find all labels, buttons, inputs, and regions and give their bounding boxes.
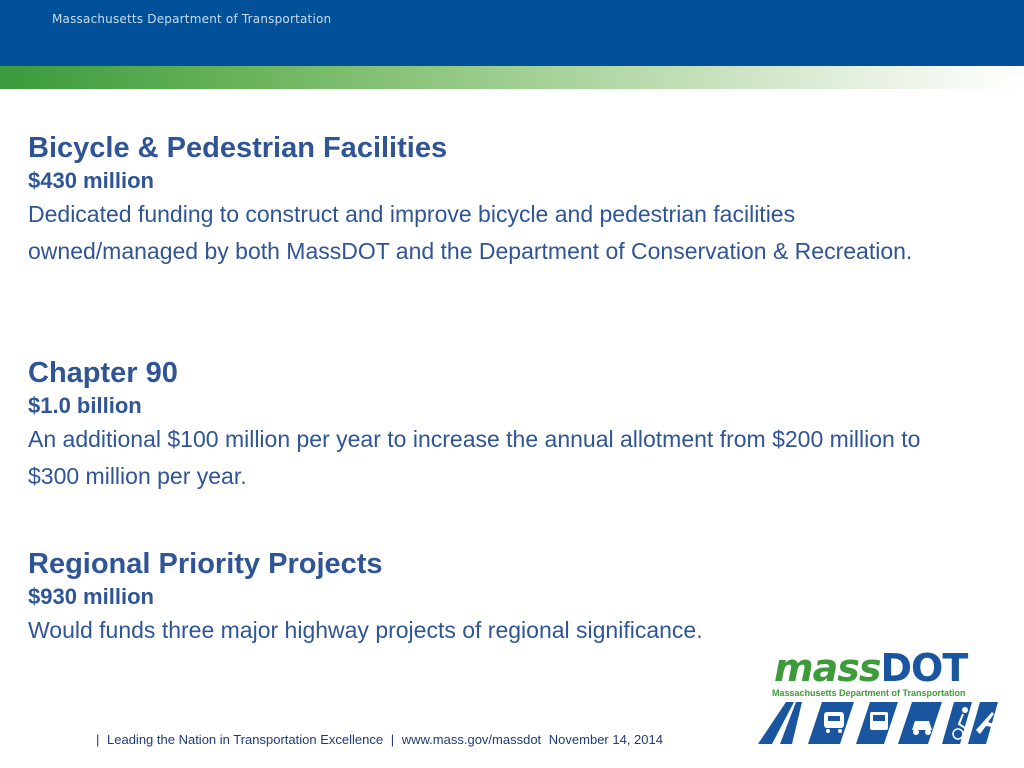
logo-subtitle: Massachusetts Department of Transportation — [772, 688, 966, 698]
highway-icon — [758, 702, 802, 744]
footer-tagline: Leading the Nation in Transportation Excellence — [107, 732, 384, 747]
section-description: Would funds three major highway projects of regional significance. — [28, 617, 703, 643]
car-icon — [898, 702, 942, 744]
section-description: Dedicated funding to construct and improve bicycle and pedestrian facilities owned/managed by both MassDOT and the Department of Conservation & Recreation. — [28, 201, 913, 264]
train-icon — [808, 702, 854, 744]
header-bar — [0, 0, 1024, 66]
footer-separator: | — [390, 732, 395, 747]
footer-url[interactable]: www.mass.gov/massdot — [401, 732, 542, 747]
section-amount: $430 million — [28, 168, 154, 193]
section-chapter-90 — [28, 355, 928, 495]
section-description: An additional $100 million per year to increase the annual allotment from $200 million to $300 million per year. — [28, 426, 921, 489]
footer — [96, 732, 667, 747]
green-gradient-stripe — [0, 66, 1024, 89]
section-amount: $930 million — [28, 584, 154, 609]
section-amount: $1.0 billion — [28, 393, 142, 418]
massdot-logo — [758, 648, 998, 748]
airplane-icon — [968, 702, 998, 744]
section-title: Chapter 90 — [28, 357, 178, 389]
section-title: Bicycle & Pedestrian Facilities — [28, 132, 448, 164]
cyclist-icon — [942, 702, 972, 744]
section-bicycle-pedestrian — [28, 130, 928, 270]
footer-separator: | — [96, 732, 100, 747]
footer-date: November 14, 2014 — [548, 732, 663, 747]
org-name: Massachusetts Department of Transportation — [52, 12, 332, 26]
logo-wordmark: massDOT — [774, 646, 968, 690]
section-title: Regional Priority Projects — [28, 548, 383, 580]
bus-icon — [856, 702, 898, 744]
section-regional-priority — [28, 546, 928, 649]
